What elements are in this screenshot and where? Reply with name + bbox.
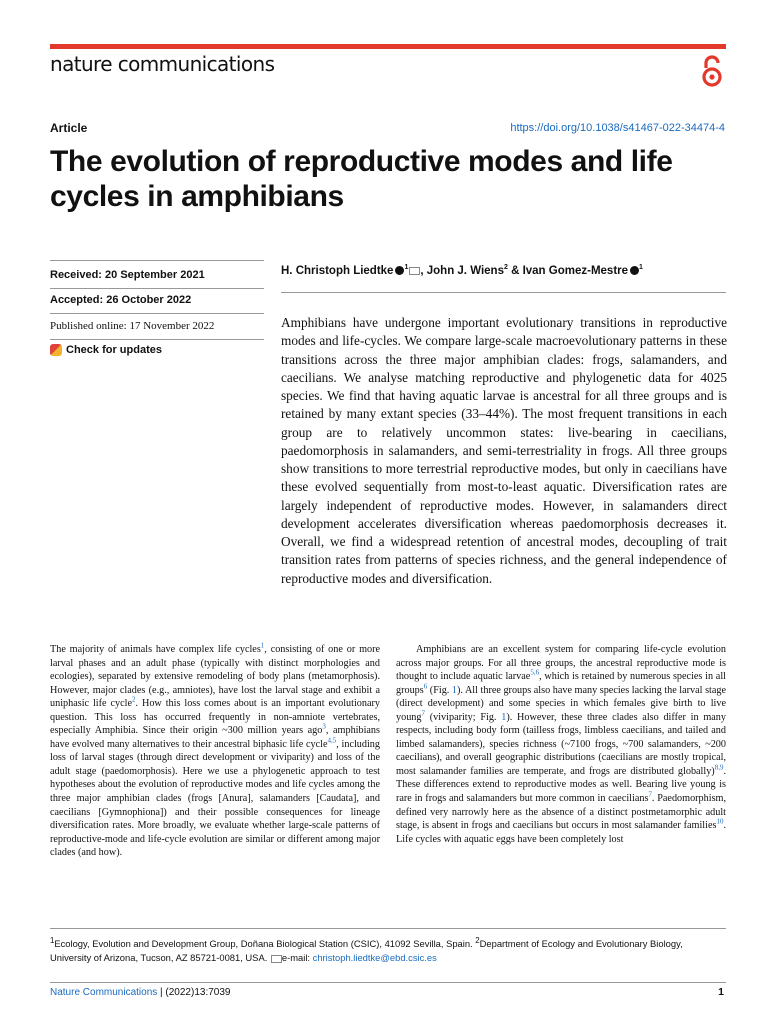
body-text: ). However, these three clades also differ in many respects, including body form (tailless frogs, limbless caecilians, and tailed and limbed salamanders), species richness (~7100 frogs, ~700 salamanders, ~200 caecilians), and overall geographic distributions (caecilians are mostly tropical, most salamander families are temperate, and frogs are distributed globally)	[396, 711, 726, 777]
email-icon	[271, 955, 282, 963]
orcid-icon[interactable]	[630, 266, 639, 275]
article-type-label: Article	[50, 121, 88, 135]
body-text: ). All three groups also have many species lacking the larval stage (direct development) and some species in which females give birth to live young	[396, 684, 727, 723]
body-text: . How this loss comes about is an important evolutionary question. This loss has occurred frequently in non-amniote vertebrates, especially Amphibia. Since their origin ~300 million years ago	[50, 698, 380, 737]
footer-journal-link[interactable]: Nature Communications	[50, 987, 158, 998]
reference-link[interactable]: 2	[131, 695, 136, 704]
body-text: . These differences extend to reproductive modes as well. Bearing live young is rare in frogs and salamanders but more common in caecilians	[396, 765, 726, 805]
reference-link[interactable]: 7	[421, 709, 425, 718]
body-text: Amphibians are an excellent system for comparing life-cycle evolution across major groups. For all three groups, the ancestral reproductive mode is thought to include aquatic larvae	[396, 644, 726, 683]
reference-link[interactable]: 4,5	[327, 736, 337, 745]
body-text: The majority of animals have complex life cycles	[50, 644, 261, 655]
affiliation-text: Department of Ecology and Evolutionary Biology, University of Arizona, Tucson, AZ 85721-0081, USA.	[50, 938, 683, 964]
affiliation-sup: 1	[639, 264, 643, 272]
affiliation-sup: 2	[475, 936, 480, 945]
received-date: Received: 20 September 2021	[50, 269, 205, 281]
email-link[interactable]: christoph.liedtke@ebd.csic.es	[312, 952, 437, 964]
check-for-updates-label: Check for updates	[66, 344, 162, 356]
email-icon[interactable]	[409, 267, 420, 275]
reference-link[interactable]: 8,9	[714, 763, 724, 772]
footer-citation	[50, 987, 230, 998]
email-label: e-mail:	[281, 952, 313, 964]
reference-link[interactable]: 10	[716, 817, 724, 826]
body-text: (Fig.	[427, 684, 452, 696]
body-text: , which is retained by numerous species in all groups	[396, 671, 726, 696]
footer-citation-text: | (2022)13:7039	[157, 987, 231, 998]
figure-link[interactable]: 1	[501, 711, 507, 723]
meta-divider	[50, 288, 264, 289]
abstract: Amphibians have undergone important evolutionary transitions in reproductive modes and life-cycles. We compare large-scale macroevolutionary patterns in these transitions across the three major amphibian clades: frogs, salamanders, and caecilians. We analyse matching reproductive and phylogenetic data for 4025 species. We find that having aquatic larvae is ancestral for all three groups and is retained by many extant species (33–44%). The most frequent transitions in each group are to relatively uncommon states: live-bearing in caecilians, paedomorphosis in salamanders, and semi-terrestriality in frogs. All three groups show transitions to more terrestrial reproductive modes, but only in caecilians have these evolved sequentially from most-to-least aquatic. Diversification rates are largely independent of reproductive modes. However, in salamanders direct development accelerates diversification whereas paedomorphosis decreases it. Overall, we find a widespread retention of ancestral modes, decoupling of trait transition rates from patterns of species richness, and the general independence of reproductive modes and diversification.	[281, 315, 727, 586]
published-date: Published online: 17 November 2022	[50, 320, 215, 332]
affiliation-sup: 2	[503, 264, 508, 272]
header-accent-bar	[50, 44, 726, 49]
author-name: & Ivan Gomez-Mestre	[507, 265, 629, 277]
author-name: H. Christoph Liedtke	[281, 265, 394, 277]
body-text: (viviparity; Fig.	[424, 711, 502, 723]
body-text: , amphibians have evolved many alternatives to their ancestral biphasic life cycle	[50, 725, 380, 750]
reference-link[interactable]: 5,6	[530, 668, 540, 677]
reference-link[interactable]: 3	[322, 722, 326, 731]
body-text: . Life cycles with aquatic eggs have been completely lost	[396, 820, 726, 845]
open-access-icon[interactable]	[700, 55, 724, 89]
check-for-updates-button[interactable]	[50, 344, 162, 356]
article-title: The evolution of reproductive modes and life cycles in amphibians	[50, 145, 673, 213]
meta-divider	[50, 313, 264, 314]
reference-link[interactable]: 1	[260, 641, 265, 650]
figure-link[interactable]: 1	[451, 684, 457, 696]
reference-link[interactable]: 6	[423, 682, 428, 691]
author-name: , John J. Wiens	[420, 265, 504, 277]
crossmark-icon	[50, 344, 62, 356]
affiliation-text: Ecology, Evolution and Development Group, Doñana Biological Station (CSIC), 41092 Sevilla, Spain.	[54, 938, 476, 950]
reference-link[interactable]: 7	[648, 790, 652, 799]
doi-link[interactable]: https://doi.org/10.1038/s41467-022-34474-4	[510, 122, 725, 134]
body-text: , including loss of larval stages (through direct development or viviparity) and loss of the adult stage (paedomorphosis). Here we use a phylogenetic approach to test hypotheses about the evolution of reproductive modes and life cycles among the three major amphibian clades (frogs [Anura], salamanders [Caudata], and caecilians [Gymnophiona]) and their possible consequences for lineage diversification rates. More broadly, we evaluate whether large-scale patterns of reproductive-mode and life-cycle evolution are similar or different among major clades (and how).	[50, 738, 380, 859]
affiliations	[50, 934, 726, 965]
accepted-date: Accepted: 26 October 2022	[50, 294, 192, 306]
page-number: 1	[718, 986, 724, 998]
body-text: . Paedomorphism, defined very narrowly here as the absence of a distinct postmetamorphic adult stage, is absent in frogs and caecilians but occurs in most salamander families	[396, 793, 727, 832]
affiliation-sup: 1	[50, 936, 55, 945]
author-list	[281, 265, 643, 277]
abstract-divider	[281, 292, 726, 293]
meta-divider	[50, 339, 264, 340]
affiliation-sup: 1	[404, 264, 409, 272]
affiliations-divider	[50, 928, 726, 929]
meta-divider	[50, 260, 264, 261]
journal-name: nature communications	[50, 52, 275, 76]
body-column-right	[396, 643, 726, 846]
body-text: , consisting of one or more larval phases and an adult phase (typically with distinct morphologies and ecologies), separated by extensive remodeling of body plans (metamorphosis). However, major clades (e.g., amniotes), have lost the larval stage and exhibit a uniphasic life cycle	[50, 644, 380, 710]
body-column-left	[50, 643, 380, 860]
footer-divider	[50, 982, 726, 983]
